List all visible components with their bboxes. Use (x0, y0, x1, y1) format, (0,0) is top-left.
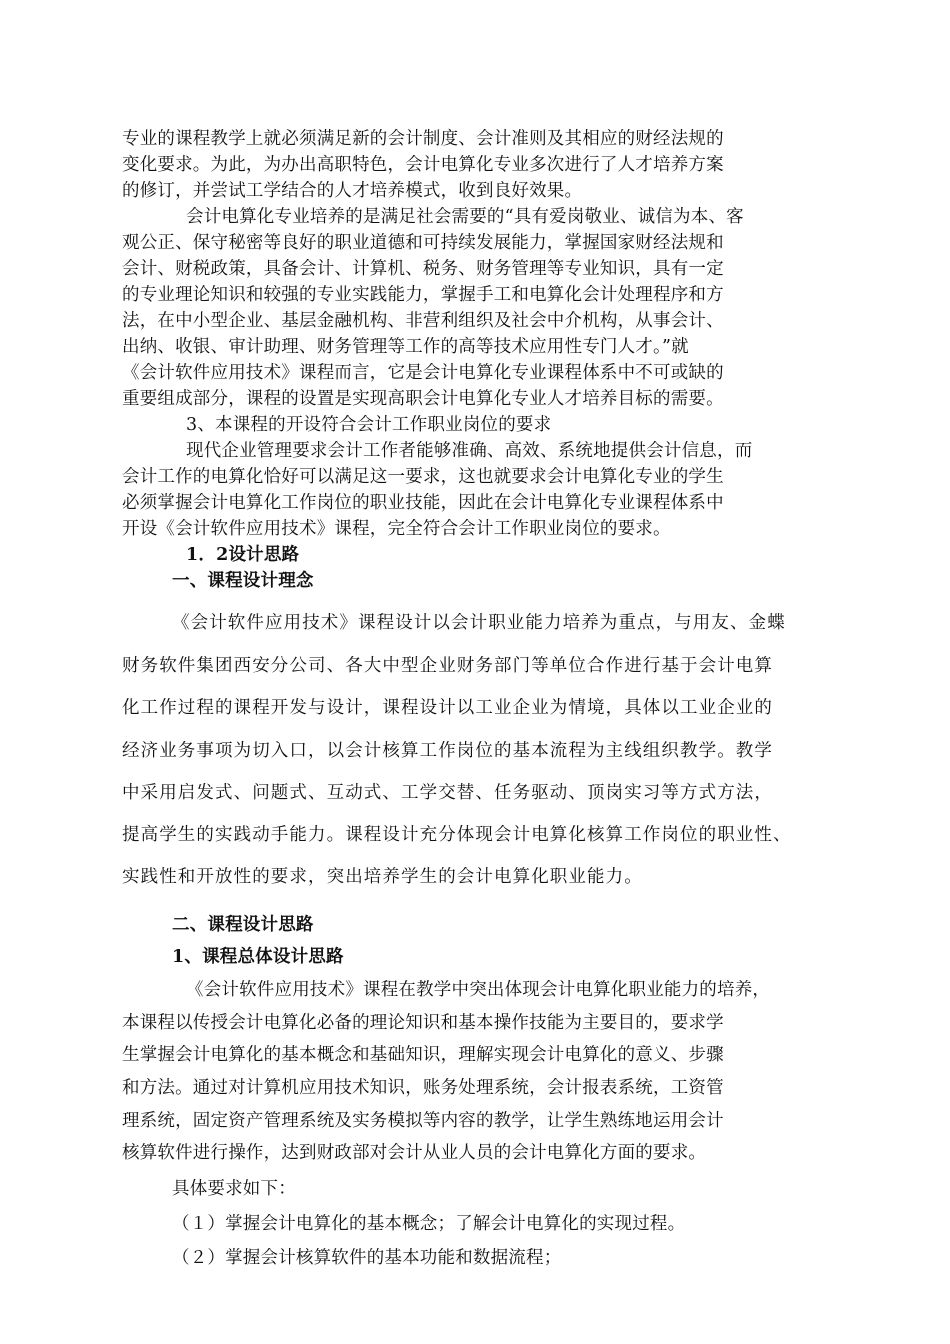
paragraph-line: 实践性和开放性的要求，突出培养学生的会计电算化职业能力。 (122, 867, 643, 887)
paragraph-line: 本课程以传授会计电算化必备的理论知识和基本操作技能为主要目的，要求学 (122, 1013, 724, 1033)
paragraph-line: 会计电算化专业培养的是满足社会需要的“具有爱岗敬业、诚信为本、客 (186, 207, 744, 227)
paragraph-line: 经济业务事项为切入口，以会计核算工作岗位的基本流程为主线组织教学。教学 (122, 741, 773, 761)
paragraph-line: 提高学生的实践动手能力。课程设计充分体现会计电算化核算工作岗位的职业性、 (122, 825, 792, 845)
paragraph-line: 观公正、保守秘密等良好的职业道德和可持续发展能力，掌握国家财经法规和 (122, 233, 724, 253)
paragraph-line: 理系统，固定资产管理系统及实务模拟等内容的教学，让学生熟练地运用会计 (122, 1111, 724, 1131)
paragraph-line: 生掌握会计电算化的基本概念和基础知识，理解实现会计电算化的意义、步骤 (122, 1045, 724, 1065)
paragraph-line: 变化要求。为此，为办出高职特色，会计电算化专业多次进行了人才培养方案 (122, 155, 724, 175)
paragraph-line: 的专业理论知识和较强的专业实践能力，掌握手工和电算化会计处理程序和方 (122, 285, 724, 305)
paragraph-line: 法，在中小型企业、基层金融机构、非营利组织及社会中介机构，从事会计、 (122, 311, 724, 331)
paragraph-line: 中采用启发式、问题式、互动式、工学交替、任务驱动、顶岗实习等方式方法， (122, 783, 773, 803)
paragraph-line: 和方法。通过对计算机应用技术知识，账务处理系统，会计报表系统，工资管 (122, 1078, 724, 1098)
paragraph-line: 开设《会计软件应用技术》课程，完全符合会计工作职业岗位的要求。 (122, 519, 671, 539)
paragraph-line: 财务软件集团西安分公司、各大中型企业财务部门等单位合作进行基于会计电算 (122, 656, 773, 676)
requirement-item: （２）掌握会计核算软件的基本功能和数据流程； (172, 1248, 562, 1268)
paragraph-line: 现代企业管理要求会计工作者能够准确、高效、系统地提供会计信息，而 (186, 441, 753, 461)
requirement-item: （１）掌握会计电算化的基本概念；了解会计电算化的实现过程。 (172, 1214, 686, 1234)
paragraph-line: 专业的课程教学上就必须满足新的会计制度、会计准则及其相应的财经法规的 (122, 129, 724, 149)
requirements-intro: 具体要求如下： (172, 1179, 296, 1199)
paragraph-line: 会计工作的电算化恰好可以满足这一要求，这也就要求会计电算化专业的学生 (122, 467, 724, 487)
point-heading: 3、本课程的开设符合会计工作职业岗位的要求 (186, 415, 552, 435)
paragraph-line: 《会计软件应用技术》课程在教学中突出体现会计电算化职业能力的培养， (186, 980, 771, 1000)
paragraph-line: 出纳、收银、审计助理、财务管理等工作的高等技术应用性专门人才。”就 (122, 337, 689, 357)
paragraph-line: 的修订，并尝试工学结合的人才培养模式，收到良好效果。 (122, 181, 583, 201)
section-heading: 1．2设计思路 (186, 545, 300, 565)
paragraph-line: 化工作过程的课程开发与设计，课程设计以工业企业为情境，具体以工业企业的 (122, 698, 773, 718)
paragraph-line: 核算软件进行操作，达到财政部对会计从业人员的会计电算化方面的要求。 (122, 1143, 707, 1163)
subsection-heading: 一、课程设计理念 (172, 571, 314, 591)
paragraph-line: 必须掌握会计电算化工作岗位的职业技能，因此在会计电算化专业课程体系中 (122, 493, 724, 513)
paragraph-line: 重要组成部分，课程的设置是实现高职会计电算化专业人才培养目标的需要。 (122, 389, 724, 409)
paragraph-line: 《会计软件应用技术》课程设计以会计职业能力培养为重点，与用友、金蝶 (172, 613, 786, 633)
paragraph-line: 会计、财税政策，具备会计、计算机、税务、财务管理等专业知识，具有一定 (122, 259, 724, 279)
subsection-heading: 1、课程总体设计思路 (172, 947, 344, 967)
subsection-heading: 二、课程设计思路 (172, 915, 314, 935)
paragraph-line: 《会计软件应用技术》课程而言，它是会计电算化专业课程体系中不可或缺的 (122, 363, 724, 383)
